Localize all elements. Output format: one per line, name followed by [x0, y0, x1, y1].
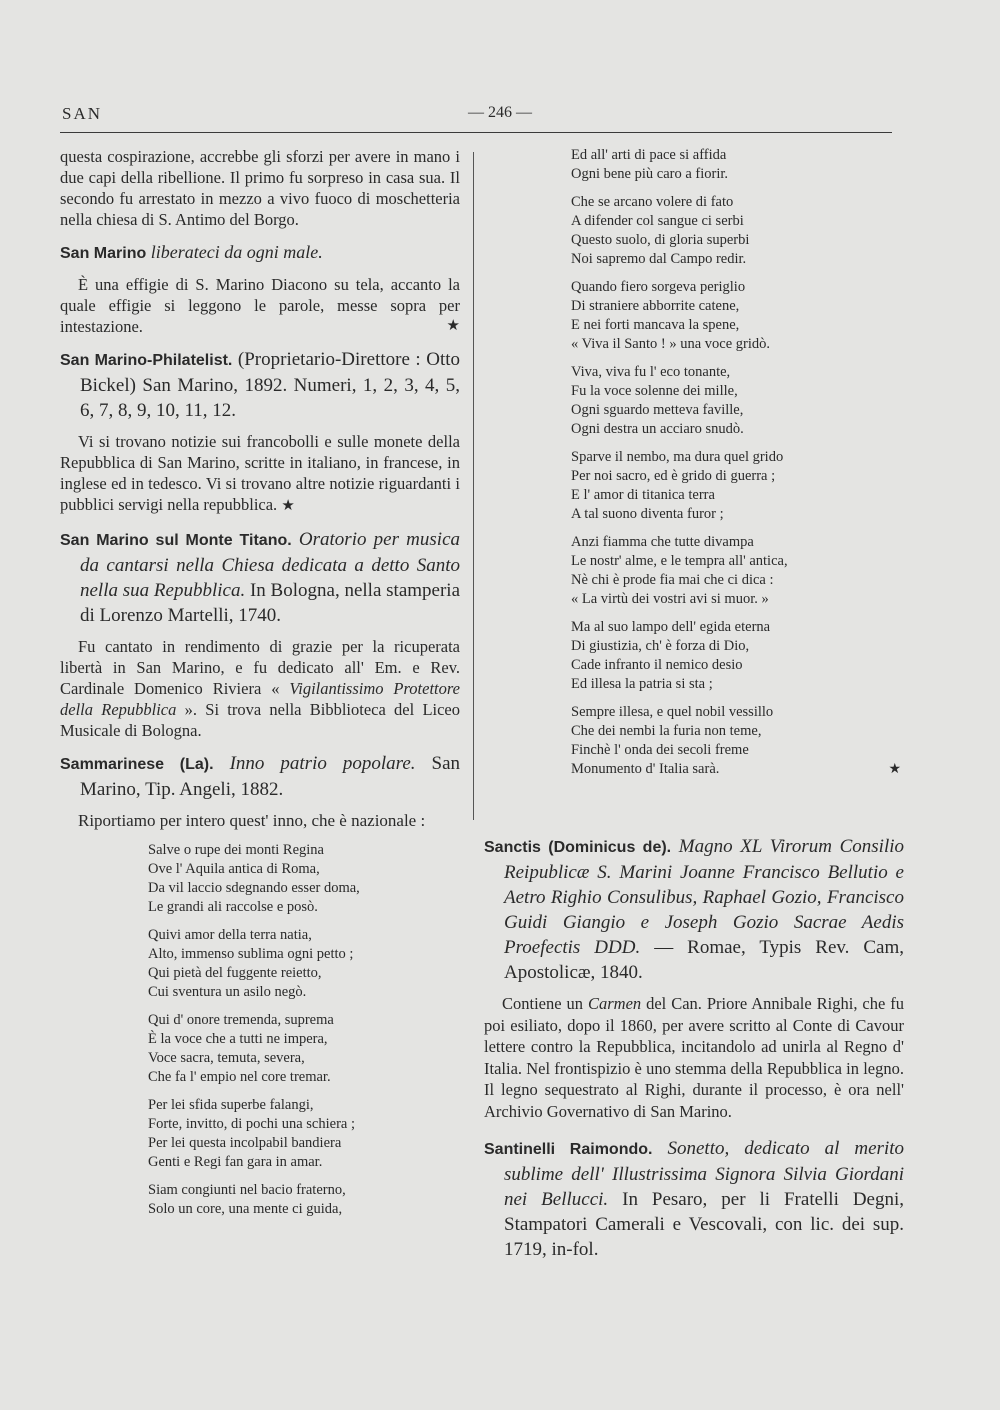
entry-imprint: San Marino, Tip. Angeli, 1882.	[80, 753, 461, 800]
poem-line: Ma al suo lampo dell' egida eterna	[571, 619, 771, 635]
entry-description-text: Vi si trovano notizie sui francobolli e sulle monete della Repubblica di San Marino, scritte in italiano, in francese, in inglese ed in tedesco. Vi si trovano altre notizie riguardanti i pubblici servigi nella repubblica.	[60, 432, 460, 514]
poem-stanza	[148, 1011, 460, 1087]
running-head: SAN	[62, 104, 103, 123]
poem-line: E l' amor di titanica terra	[571, 487, 715, 503]
entry-description-text: ». Si trova nella Bibblioteca del Liceo Musicale di Bologna.	[60, 700, 461, 740]
entry-imprint: — Romae, Typis Rev. Cam, Apostolicæ, 1840.	[504, 937, 904, 983]
hymn-poem-right	[571, 146, 901, 788]
poem-line: Ed all' arti di pace si affida	[571, 147, 727, 163]
entry-title: Sonetto, dedicato al merito sublime dell' Illustrissima Signora Silvia Giordani nei Bellucci.	[504, 1138, 905, 1210]
poem-line: Solo un core, una mente ci guida,	[148, 1201, 343, 1217]
poem-line: Per noi sacro, ed è grido di guerra ;	[571, 468, 776, 484]
poem-line: Ogni bene più caro a fiorir.	[571, 166, 729, 182]
entry-monte-titano	[60, 527, 460, 628]
entry-description-text: Contiene un	[502, 994, 584, 1013]
entry-heading: Sammarinese (La).	[60, 756, 214, 773]
entry-description	[484, 993, 904, 1122]
entry-imprint: In Pesaro, per li Fratelli Degni, Stampatori Camerali e Vescovali, con lic. dei sup. 1719, in-fol.	[504, 1189, 904, 1260]
intro-paragraph: questa cospirazione, accrebbe gli sforzi per avere in mano i due capi della ribellione. Il primo fu sorpreso in casa sua. Il secondo fu arrestato in mezzo a vivo fuoco di moschetteria nella chiesa di S. Antimo del Borgo.	[60, 147, 460, 229]
hymn-poem-left	[60, 841, 460, 1219]
poem-line: Viva, viva fu l' eco tonante,	[571, 364, 731, 380]
entry-description-title: Carmen	[587, 994, 642, 1013]
entry-description: Riportiamo per intero quest' inno, che è nazionale :	[78, 811, 426, 830]
poem-line: Che se arcano volere di fato	[571, 194, 734, 210]
poem-line: Che dei nembi la furia non teme,	[571, 723, 762, 739]
entry-description-title: Vigilantissimo Protettore della Repubblica	[60, 679, 461, 719]
entry-heading: Sanctis (Dominicus de).	[484, 839, 672, 856]
entry-imprint: (Proprietario-Direttore : Otto Bickel) San Marino, 1892. Numeri, 1, 2, 3, 4, 5, 6, 7, 8, 9, 10, 11, 12.	[80, 349, 461, 421]
poem-line: Finchè l' onda dei secoli freme	[571, 742, 749, 758]
entry-sanctis	[484, 834, 904, 985]
poem-line: Che fa l' empio nel core tremar.	[148, 1069, 331, 1085]
poem-line: A difender col sangue ci serbi	[571, 213, 744, 229]
poem-stanza	[571, 278, 901, 354]
entry-description	[60, 274, 460, 337]
entry-santinelli	[484, 1136, 904, 1262]
star-mark: ★	[281, 498, 295, 514]
poem-line: Fu la voce solenne dei mille,	[571, 383, 738, 399]
poem-line: Salve o rupe dei monti Regina	[148, 842, 324, 858]
left-column	[60, 146, 460, 1228]
poem-line: Questo suolo, di gloria superbi	[571, 232, 750, 248]
poem-stanza	[148, 1181, 460, 1219]
poem-line: A tal suono diventa furor ;	[571, 506, 724, 522]
poem-line: Di straniere abborrite catene,	[571, 298, 740, 314]
entry-heading: Santinelli Raimondo.	[484, 1141, 653, 1158]
entry-description	[60, 636, 460, 741]
poem-line: È la voce che a tutti ne impera,	[148, 1031, 328, 1047]
star-mark: ★	[888, 762, 901, 777]
entry-philatelist	[60, 347, 460, 423]
poem-line: Quivi amor della terra natia,	[148, 927, 312, 943]
poem-line: Cui sventura un asilo negò.	[148, 984, 307, 1000]
poem-line: Qui pietà del fuggente reietto,	[148, 965, 322, 981]
poem-line: Siam congiunti nel bacio fraterno,	[148, 1182, 346, 1198]
poem-line: Genti e Regi fan gara in amar.	[148, 1154, 323, 1170]
entry-title: Inno patrio popolare.	[229, 753, 416, 774]
entry-description-text: Fu cantato in rendimento di grazie per la ricuperata libertà in San Marino, e fu dedicato all' Em. e Rev. Cardinale Domenico Riviera «	[60, 637, 460, 698]
poem-line: Di giustizia, ch' è forza di Dio,	[571, 638, 750, 654]
entry-heading: San Marino-Philatelist.	[60, 352, 233, 369]
entry-title: Magno XL Virorum Consilio Reipublicæ S. Marini Joanne Francisco Bellutio e Aetro Righio Consulibus, Raphael Gozio, Francisco Guidi Giangio e Joseph Gozio Sacrae Aedis Proefectis DDD.	[504, 836, 905, 958]
poem-stanza	[148, 926, 460, 1002]
poem-line: Sparve il nembo, ma dura quel grido	[571, 449, 784, 465]
poem-line: « Viva il Santo ! » una voce gridò.	[571, 336, 771, 352]
poem-line: Sempre illesa, e quel nobil vessillo	[571, 704, 774, 720]
poem-line: Alto, immenso sublima ogni petto ;	[148, 946, 354, 962]
poem-line: Cade infranto il nemico desio	[571, 657, 743, 673]
poem-line: Per lei questa incolpabil bandiera	[148, 1135, 342, 1151]
poem-line: Per lei sfida superbe falangi,	[148, 1097, 314, 1113]
poem-line: « La virtù dei vostri avi si muor. »	[571, 591, 769, 607]
poem-line: Ogni destra un acciaro snudò.	[571, 421, 744, 437]
poem-line: Ed illesa la patria si sta ;	[571, 676, 713, 692]
poem-line: E nei forti mancava la spene,	[571, 317, 740, 333]
poem-stanza	[148, 1096, 460, 1172]
header-rule	[60, 132, 892, 133]
entry-sammarinese	[60, 751, 460, 802]
poem-line: Qui d' onore tremenda, suprema	[148, 1012, 334, 1028]
poem-line: Monumento d' Italia sarà.	[571, 761, 720, 777]
entry-description-text: È una effigie di S. Marino Diacono su tela, accanto la quale effigie si leggono le parole, messe sopra per intestazione.	[60, 275, 460, 336]
poem-line: Forte, invitto, di pochi una schiera ;	[148, 1116, 355, 1132]
poem-line: Nè chi è prode fia mai che ci dica :	[571, 572, 774, 588]
poem-line: Quando fiero sorgeva periglio	[571, 279, 746, 295]
poem-stanza	[571, 193, 901, 269]
entry-heading: San Marino	[60, 245, 147, 262]
poem-line: Ove l' Aquila antica di Roma,	[148, 861, 320, 877]
poem-line: Le grandi ali raccolse e posò.	[148, 899, 318, 915]
entry-san-marino	[60, 240, 460, 266]
poem-line: Voce sacra, temuta, severa,	[148, 1050, 305, 1066]
right-entries	[484, 826, 904, 1270]
entry-imprint: In Bologna, nella stamperia di Lorenzo Martelli, 1740.	[80, 580, 461, 626]
poem-stanza	[571, 703, 901, 779]
page-number: — 246 —	[468, 104, 532, 121]
poem-stanza	[571, 146, 901, 184]
poem-stanza	[571, 448, 901, 524]
poem-line: Ogni sguardo metteva faville,	[571, 402, 744, 418]
poem-line: Le nostr' alme, e le tempra all' antica,	[571, 553, 788, 569]
entry-title: Oratorio per musica da cantarsi nella Chiesa dedicata a detto Santo nella sua Repubblica.	[80, 529, 461, 601]
poem-stanza	[571, 618, 901, 694]
star-mark: ★	[446, 318, 460, 334]
entry-title: liberateci da ogni male.	[150, 242, 323, 262]
poem-stanza	[148, 841, 460, 917]
entry-description-text: del Can. Priore Annibale Righi, che fu poi esiliato, dopo il 1860, per avere scritto al Conte di Cavour lettere contro la Repubblica, incitandolo ad unirla al Regno d' Italia. Nel frontispizio è uno stemma della Repubblica in legno. Il legno sequestrato al Righi, durante il processo, è ora nell' Archivio Governativo di San Marino.	[484, 994, 905, 1121]
poem-line: Noi sapremo dal Campo redir.	[571, 251, 747, 267]
entry-description	[60, 431, 460, 517]
poem-line: Anzi fiamma che tutte divampa	[571, 534, 754, 550]
entry-heading: San Marino sul Monte Titano.	[60, 532, 292, 549]
poem-line: Da vil laccio sdegnando esser doma,	[148, 880, 360, 896]
column-divider	[473, 152, 474, 820]
poem-stanza	[571, 533, 901, 609]
poem-stanza	[571, 363, 901, 439]
